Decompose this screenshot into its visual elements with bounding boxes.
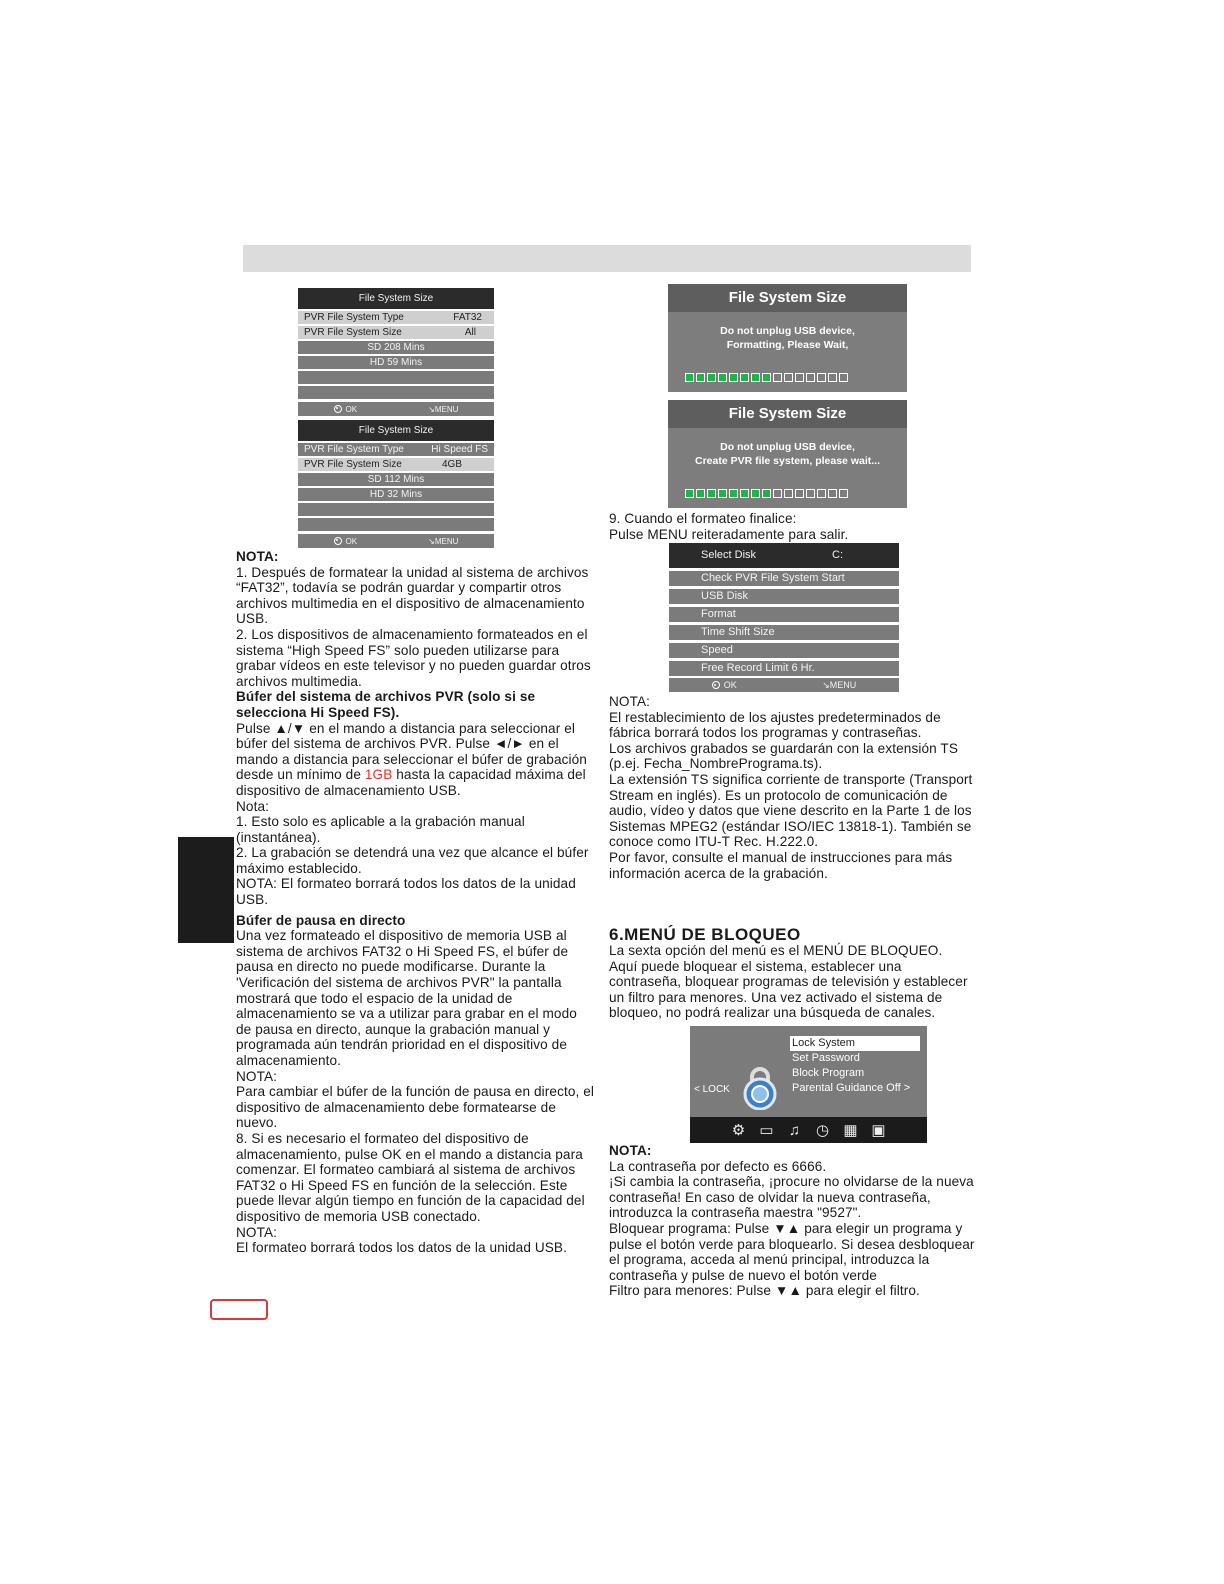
left-column: NOTA: 1. Después de formatear la unidad al sistema de archivos “FAT32”, todavía se podrán guardar y compartir otros archivos multimedia en el dispositivo de almacenamiento USB. 2. Los dispositivos de almacenamiento formateados en el sistema “High Speed FS” solo pueden utilizarse para grabar vídeos en este televisor y no pueden guardar otros archivos multimedia. Búfer del sistema de archivos PVR (solo si se selecciona Hi Speed FS). Pulse ▲/▼ en el mando a distancia para seleccionar el búfer del sistema de archivos PVR. Pulse ◄/► en el mando a distancia para seleccionar el búfer de grabación desde un mínimo de 1GB hasta la capacidad máxima del dispositivo de almacenamiento USB. Nota: 1. Esto solo es aplicable a la grabación manual (instantánea). 2. La grabación se detendrá una vez que alcance el búfer máximo establecido. NOTA: El formateo borrará todos los datos de la unidad USB. Búfer de pausa en directo Una vez formateado el dispositivo de memoria USB al sistema de archivos FAT32 o Hi Speed FS, el búfer de pausa en directo no puede modificarse. Durante la 'Verificación del sistema de archivos PVR" la pantalla mostrará que todo el espacio de la unidad de almacenamiento se va a utilizar para grabar en el modo de pausa en directo, aunque la grabación manual y programada aún tendrán prioridad en el dispositivo de almacenamiento. NOTA: Para cambiar el búfer de la función de pausa en directo, el dispositivo de almacenamiento debe formatearse de nuevo. 8. Si es necesario el formateo del dispositivo de almacenamiento, pulse OK en el mando a distancia para comenzar. El formateo cambiará al sistema de archivos FAT32 o Hi Speed FS en función de la selección. Este puede llevar algún tiempo en función de la capacidad del dispositivo de memoria USB conectado. NOTA: El formateo borrará todos los datos de la unidad USB. [236,549,595,1256]
lock-system-item[interactable]: Lock System [790,1036,920,1051]
lock-items [790,1036,920,1096]
usb-disk-item[interactable]: USB Disk [669,589,899,604]
empty-row [298,371,494,384]
sd-mins-row: SD 208 Mins [298,341,494,354]
settings-icon[interactable]: ⚙ [731,1122,746,1139]
row-label: PVR File System Size [304,327,402,338]
check-pvr-item[interactable]: Check PVR File System Start [669,571,899,586]
clock-icon[interactable]: ◷ [815,1122,830,1139]
menu-icon-bar [690,1117,927,1143]
empty-row [298,503,494,516]
row-value: FAT32 [453,312,482,323]
menu-footer [669,678,899,692]
parental-guidance-item[interactable]: Parental Guidance Off > [792,1082,911,1094]
panel-title: File System Size [668,400,907,428]
pvr-size-row[interactable] [298,326,494,339]
lock-menu [690,1026,927,1143]
menu-title: File System Size [298,288,494,309]
lock-icon[interactable]: ▣ [871,1122,886,1139]
pvr-type-row[interactable] [298,311,494,324]
menu-hint: ↘MENU [428,404,459,414]
formatting-panel [668,284,907,392]
pvr-size-row[interactable] [298,458,494,471]
file-system-size-menu-fat32 [298,288,494,416]
header-bar [243,245,971,272]
lock-label: < LOCK [694,1084,730,1095]
page-number-box [210,1299,268,1320]
empty-row [298,518,494,531]
ok-hint: OK [334,405,358,414]
row-label: PVR File System Type [304,444,404,455]
section-title: 6.MENÚ DE BLOQUEO [609,925,801,944]
bufer-heading: Búfer del sistema de archivos PVR (solo si se selecciona Hi Speed FS). [236,689,536,720]
row-value: 4GB [441,459,462,470]
time-shift-item[interactable]: Time Shift Size [669,625,899,640]
tv-icon[interactable]: ▭ [759,1122,774,1139]
ok-hint: OK [712,680,737,690]
file-system-size-menu-hispeed [298,420,494,548]
ok-icon [334,405,342,413]
side-tab [178,837,234,943]
menu-footer [298,534,494,548]
progress-bar [685,373,848,382]
bufer-text: Pulse ▲/▼ en el mando a distancia para seleccionar el búfer del sistema de archivos PVR. Pulse ◄/► en el mando a distancia para seleccionar el búfer de grabación desde un mínimo de 1GB hasta la capacidad máxima del dispositivo de almacenamiento USB. [236,720,587,798]
select-disk-menu [669,543,899,692]
panel-message: Do not unplug USB device, Create PVR file system, please wait... [694,441,880,467]
pvr-type-row[interactable] [298,443,494,456]
create-fs-panel [668,400,907,508]
grid-icon[interactable]: ▦ [843,1122,858,1139]
right-notes: NOTA: El restablecimiento de los ajustes predeterminados de fábrica borrará todos los programas y contraseñas. Los archivos grabados se guardarán con la extensión TS (p.ej. Fecha_NombrePrograma.ts). La extensión TS significa corriente de transporte (Transport Stream en inglés). Es un protocolo de comunicación de audio, vídeo y datos que viene descrito en la Parte 1 de los Sistemas MPEG2 (estándar ISO/IEC 13818-1). También se conoce como ITU-T Rec. H.222.0. Por favor, consulte el manual de instrucciones para más información acerca de la grabación. [609,694,973,881]
ok-hint: OK [334,537,358,546]
ok-icon [334,537,342,545]
section-text: La sexta opción del menú es el MENÚ DE BLOQUEO. Aquí puede bloquear el sistema, establecer una contraseña, bloquear programas de televisión y establecer un filtro para menores. Una vez activado el sistema de bloqueo, no podrá realizar una búsqueda de canales. [609,943,968,1021]
row-value: Hi Speed FS [431,444,488,455]
record-limit-item[interactable]: Free Record Limit 6 Hr. [669,661,899,676]
lock-notes: NOTA: La contraseña por defecto es 6666. ¡Si cambia la contraseña, ¡procure no olvidarse de la nueva contraseña! En caso de olvidar la nueva contraseña, introduzca la contraseña maestra "9527". Bloquear programa: Pulse ▼▲ para elegir un programa y pulse el botón verde para bloquearlo. Si desea desbloquear el programa, acceda al menú principal, introduzca la contraseña y pulse de nuevo el botón verde Filtro para menores: Pulse ▼▲ para elegir el filtro. [609,1143,975,1299]
menu-title: File System Size [298,420,494,441]
block-program-item[interactable]: Block Program [792,1067,865,1079]
music-icon[interactable]: ♫ [788,1121,801,1139]
disk-header[interactable]: Select Disk C: [669,543,899,568]
row-label: PVR File System Size [304,459,402,470]
speed-item[interactable]: Speed [669,643,899,658]
ok-icon [712,681,720,689]
format-item[interactable]: Format [669,607,899,622]
menu-hint: ↘MENU [428,536,459,546]
panel-message: Do not unplug USB device, Formatting, Please Wait, [720,325,855,351]
set-password-item[interactable]: Set Password [792,1052,860,1064]
row-value: All [464,327,476,338]
progress-bar [685,489,848,498]
sd-mins-row: SD 112 Mins [298,473,494,486]
nota-heading: NOTA: [236,549,279,564]
empty-row [298,386,494,399]
pausa-heading: Búfer de pausa en directo [236,912,406,928]
row-label: PVR File System Type [304,312,404,323]
panel-title: File System Size [668,284,907,312]
padlock-icon [738,1066,782,1110]
menu-hint: ↘MENU [822,679,857,690]
menu-footer [298,402,494,416]
step-9: 9. Cuando el formateo finalice: Pulse MENU reiteradamente para salir. [609,511,849,542]
hd-mins-row: HD 32 Mins [298,488,494,501]
hd-mins-row: HD 59 Mins [298,356,494,369]
